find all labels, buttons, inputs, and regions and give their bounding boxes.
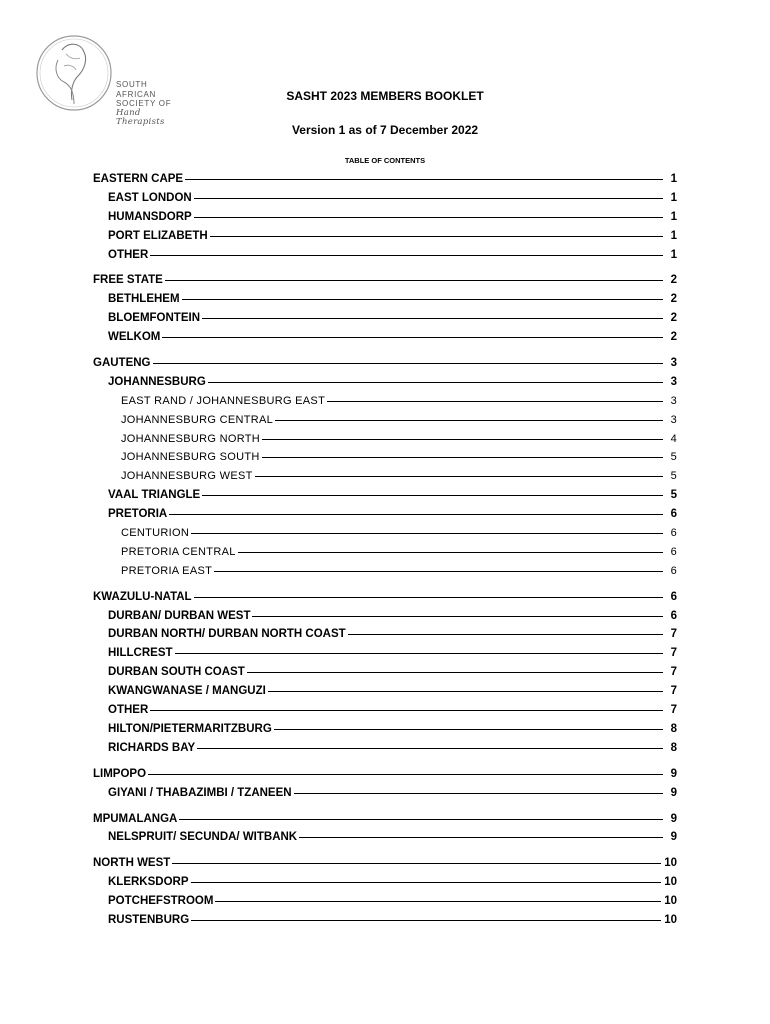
toc-leader-line xyxy=(208,382,663,383)
toc-page-number: 5 xyxy=(670,470,677,483)
toc-leader-line xyxy=(169,514,663,515)
toc-page-number: 9 xyxy=(670,767,677,780)
toc-entry-label: BLOEMFONTEIN xyxy=(108,312,200,325)
toc-entry-label: JOHANNESBURG NORTH xyxy=(121,432,261,445)
toc-leader-line xyxy=(191,533,663,534)
toc-leader-line xyxy=(175,653,663,654)
table-of-contents xyxy=(93,173,677,940)
toc-leader-line xyxy=(202,495,663,496)
logo-line-3: Hand Therapists xyxy=(116,107,165,127)
toc-city-entry[interactable] xyxy=(93,685,677,704)
toc-leader-line xyxy=(262,439,663,440)
toc-entry-label: KLERKSDORP xyxy=(108,876,189,889)
toc-entry-label: OTHER xyxy=(108,704,149,717)
toc-page-number: 2 xyxy=(670,293,677,306)
toc-leader-line xyxy=(162,337,663,338)
toc-page-number: 3 xyxy=(670,357,677,370)
toc-city-entry[interactable] xyxy=(93,787,677,806)
toc-entry-label: LIMPOPO xyxy=(93,767,147,780)
toc-page-number: 6 xyxy=(670,564,677,577)
toc-leader-line xyxy=(214,571,663,572)
toc-page-number: 6 xyxy=(670,527,677,540)
toc-section xyxy=(93,591,677,761)
toc-page-number: 3 xyxy=(670,375,677,388)
toc-section xyxy=(93,274,677,350)
toc-leader-line xyxy=(197,748,663,749)
toc-region-entry[interactable] xyxy=(93,813,677,832)
toc-page-number: 2 xyxy=(670,331,677,344)
toc-entry-label: WELKOM xyxy=(108,331,161,344)
toc-entry-label: VAAL TRIANGLE xyxy=(108,489,201,502)
toc-page-number: 1 xyxy=(670,191,677,204)
toc-city-entry[interactable] xyxy=(93,647,677,666)
toc-leader-line xyxy=(247,672,663,673)
toc-leader-line xyxy=(202,318,663,319)
toc-entry-label: GIYANI / THABAZIMBI / TZANEEN xyxy=(108,786,292,799)
toc-page-number: 6 xyxy=(670,590,677,603)
toc-page-number: 3 xyxy=(670,394,677,407)
toc-leader-line xyxy=(294,793,663,794)
toc-city-entry[interactable] xyxy=(93,610,677,629)
toc-leader-line xyxy=(238,552,663,553)
toc-entry-label: DURBAN NORTH/ DURBAN NORTH COAST xyxy=(108,628,346,641)
toc-leader-line xyxy=(153,363,664,364)
toc-section xyxy=(93,768,677,806)
toc-page-number: 9 xyxy=(670,831,677,844)
toc-page-number: 10 xyxy=(664,857,677,870)
toc-page-number: 1 xyxy=(670,248,677,261)
toc-city-entry[interactable] xyxy=(93,230,677,249)
document-version: Version 1 as of 7 December 2022 xyxy=(291,123,479,137)
toc-page-number: 6 xyxy=(670,508,677,521)
toc-city-entry[interactable] xyxy=(93,742,677,761)
toc-region-entry[interactable] xyxy=(93,357,677,376)
toc-entry-label: JOHANNESBURG CENTRAL xyxy=(121,413,274,426)
toc-region-entry[interactable] xyxy=(93,857,677,876)
toc-leader-line xyxy=(194,217,663,218)
toc-city-entry[interactable] xyxy=(93,312,677,331)
toc-page-number: 6 xyxy=(670,545,677,558)
toc-region-entry[interactable] xyxy=(93,768,677,787)
toc-entry-label: HILLCREST xyxy=(108,647,173,660)
toc-entry-label: JOHANNESBURG WEST xyxy=(121,470,253,483)
toc-page-number: 2 xyxy=(670,312,677,325)
toc-section xyxy=(93,813,677,851)
toc-area-entry[interactable] xyxy=(93,451,677,470)
toc-entry-label: NELSPRUIT/ SECUNDA/ WITBANK xyxy=(108,831,298,844)
toc-entry-label: MPUMALANGA xyxy=(93,812,178,825)
toc-area-entry[interactable] xyxy=(93,546,677,565)
toc-entry-label: GAUTENG xyxy=(93,357,151,370)
toc-page-number: 7 xyxy=(670,628,677,641)
toc-entry-label: PRETORIA CENTRAL xyxy=(121,545,236,558)
toc-heading: TABLE OF CONTENTS xyxy=(344,156,426,165)
toc-city-entry[interactable] xyxy=(93,723,677,742)
toc-area-entry[interactable] xyxy=(93,565,677,584)
toc-leader-line xyxy=(327,401,663,402)
toc-page-number: 1 xyxy=(670,229,677,242)
toc-entry-label: OTHER xyxy=(108,248,149,261)
toc-city-entry[interactable] xyxy=(93,489,677,508)
toc-page-number: 7 xyxy=(670,666,677,679)
toc-leader-line xyxy=(275,420,663,421)
toc-area-entry[interactable] xyxy=(93,395,677,414)
toc-leader-line xyxy=(262,457,663,458)
toc-entry-label: PRETORIA xyxy=(108,508,168,521)
toc-page-number: 2 xyxy=(670,274,677,287)
toc-entry-label: JOHANNESBURG xyxy=(108,375,206,388)
logo-text xyxy=(116,80,184,128)
toc-page-number: 7 xyxy=(670,685,677,698)
toc-page-number: 8 xyxy=(670,741,677,754)
toc-city-entry[interactable] xyxy=(93,376,677,395)
toc-entry-label: HILTON/PIETERMARITZBURG xyxy=(108,722,272,735)
toc-leader-line xyxy=(210,236,663,237)
toc-city-entry[interactable] xyxy=(93,704,677,723)
toc-page-number: 6 xyxy=(670,609,677,622)
toc-entry-label: RICHARDS BAY xyxy=(108,741,196,754)
toc-entry-label: EASTERN CAPE xyxy=(93,173,184,185)
toc-page-number: 10 xyxy=(664,876,677,889)
toc-entry-label: FREE STATE xyxy=(93,274,163,287)
toc-leader-line xyxy=(255,476,663,477)
toc-entry-label: KWAZULU-NATAL xyxy=(93,590,192,603)
document-title: SASHT 2023 MEMBERS BOOKLET xyxy=(286,89,484,103)
toc-leader-line xyxy=(274,729,663,730)
toc-city-entry[interactable] xyxy=(93,192,677,211)
toc-page-number: 10 xyxy=(664,895,677,908)
toc-city-entry[interactable] xyxy=(93,331,677,350)
toc-page-number: 5 xyxy=(670,451,677,464)
toc-leader-line xyxy=(268,691,663,692)
toc-entry-label: DURBAN SOUTH COAST xyxy=(108,666,245,679)
toc-page-number: 10 xyxy=(664,913,677,926)
toc-entry-label: EAST RAND / JOHANNESBURG EAST xyxy=(121,394,326,407)
toc-page-number: 7 xyxy=(670,647,677,660)
toc-page-number: 9 xyxy=(670,812,677,825)
toc-leader-line xyxy=(148,774,663,775)
toc-region-entry[interactable] xyxy=(93,274,677,293)
toc-page-number: 5 xyxy=(670,489,677,502)
hand-circle-logo xyxy=(34,30,184,127)
logo-line-1: SOUTH AFRICAN xyxy=(116,80,157,99)
toc-entry-label: BETHLEHEM xyxy=(108,293,180,306)
toc-leader-line xyxy=(194,198,663,199)
toc-leader-line xyxy=(191,920,661,921)
toc-page-number: 7 xyxy=(670,704,677,717)
toc-page-number: 4 xyxy=(670,432,677,445)
toc-city-entry[interactable] xyxy=(93,249,677,268)
toc-leader-line xyxy=(194,597,663,598)
toc-leader-line xyxy=(191,882,662,883)
toc-entry-label: DURBAN/ DURBAN WEST xyxy=(108,609,251,622)
toc-city-entry[interactable] xyxy=(93,293,677,312)
toc-area-entry[interactable] xyxy=(93,470,677,489)
toc-entry-label: HUMANSDORP xyxy=(108,210,192,223)
toc-entry-label: EAST LONDON xyxy=(108,191,192,204)
toc-leader-line xyxy=(299,837,663,838)
toc-city-entry[interactable] xyxy=(93,666,677,685)
toc-city-entry[interactable] xyxy=(93,914,677,933)
toc-entry-label: PRETORIA EAST xyxy=(121,564,213,577)
toc-leader-line xyxy=(348,634,663,635)
toc-leader-line xyxy=(185,179,663,180)
toc-entry-label: PORT ELIZABETH xyxy=(108,229,208,242)
toc-section xyxy=(93,857,677,933)
toc-page-number: 1 xyxy=(670,173,677,185)
toc-city-entry[interactable] xyxy=(93,508,677,527)
toc-city-entry[interactable] xyxy=(93,831,677,850)
toc-leader-line xyxy=(182,299,663,300)
toc-city-entry[interactable] xyxy=(93,211,677,230)
toc-entry-label: JOHANNESBURG SOUTH xyxy=(121,451,260,464)
toc-region-entry[interactable] xyxy=(93,591,677,610)
toc-page-number: 8 xyxy=(670,722,677,735)
toc-entry-label: KWANGWANASE / MANGUZI xyxy=(108,685,266,698)
toc-entry-label: POTCHEFSTROOM xyxy=(108,895,214,908)
toc-leader-line xyxy=(179,819,663,820)
toc-leader-line xyxy=(172,863,661,864)
toc-page-number: 1 xyxy=(670,210,677,223)
toc-area-entry[interactable] xyxy=(93,433,677,452)
toc-leader-line xyxy=(252,616,663,617)
toc-section xyxy=(93,357,677,584)
toc-leader-line xyxy=(165,280,663,281)
logo-line-2: SOCIETY OF xyxy=(116,99,172,108)
toc-leader-line xyxy=(150,710,663,711)
toc-city-entry[interactable] xyxy=(93,895,677,914)
toc-region-entry[interactable] xyxy=(93,173,677,192)
toc-city-entry[interactable] xyxy=(93,628,677,647)
toc-entry-label: CENTURION xyxy=(121,527,190,540)
toc-page-number: 9 xyxy=(670,786,677,799)
toc-entry-label: NORTH WEST xyxy=(93,857,171,870)
toc-leader-line xyxy=(215,901,661,902)
toc-section xyxy=(93,173,677,267)
toc-leader-line xyxy=(150,255,663,256)
toc-area-entry[interactable] xyxy=(93,414,677,433)
toc-page-number: 3 xyxy=(670,413,677,426)
toc-entry-label: RUSTENBURG xyxy=(108,913,190,926)
toc-city-entry[interactable] xyxy=(93,876,677,895)
toc-area-entry[interactable] xyxy=(93,527,677,546)
